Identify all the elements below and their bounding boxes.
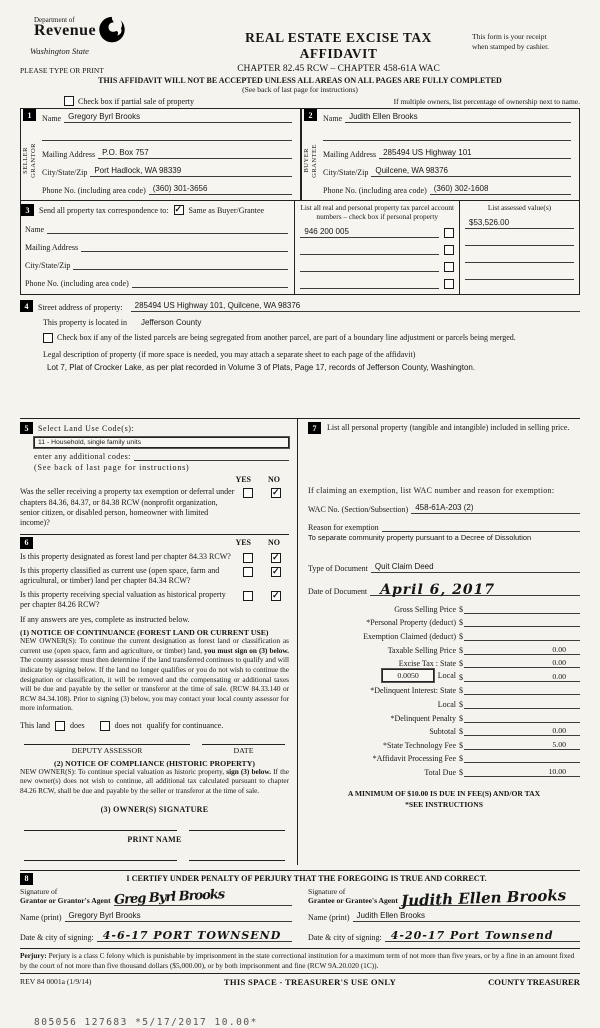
delinquent-interest-state-field[interactable] <box>464 685 580 695</box>
grantor-signature-block: Signature of Grantor or Grantor's Agent Greg Byrl Brooks Name (print) Gregory Byrl Brooks Date & city of signing: 4-6-17 PORT TOWNSEND <box>20 887 292 943</box>
tax-correspondence-box: 3 Send all property tax correspondence to: ✓ Same as Buyer/Grantee Name Mailing Address City/State/Zip Phone No. (including area code) List all real and personal property tax parcel account numbers – check box if personal property 946 200 005 List assessed value(s) $53,526.00 <box>20 201 580 295</box>
delinquent-interest-local-field[interactable] <box>464 699 580 709</box>
please-type-label: PLEASE TYPE OR PRINT <box>20 66 104 75</box>
total-due-field[interactable]: 10.00 <box>464 767 580 777</box>
seller-role-label: SELLER <box>22 147 30 174</box>
q5-no-checkbox[interactable] <box>271 488 281 498</box>
form-rev-number: REV 84 0001a (1/9/14) <box>20 976 92 986</box>
grantor-role-label: GRANTOR <box>29 143 37 178</box>
grantee-date-city-field[interactable]: 4-20-17 Port Townsend <box>385 928 580 942</box>
partial-sale-checkbox[interactable] <box>64 96 74 106</box>
claiming-exemption-label: If claiming an exemption, list WAC number and reason for exemption: <box>308 486 555 496</box>
question-current-use: Is this property classified as current use (open space, farm and agricultural, or timber) land per chapter 84.34 RCW? <box>20 565 220 586</box>
question-historical: Is this property receiving special valuation as historical property per chapter 84.26 RCW? <box>20 589 226 609</box>
grantor-print-name-field[interactable]: Gregory Byrl Brooks <box>65 911 292 922</box>
seller-phone-field[interactable]: (360) 301-3656 <box>149 184 292 195</box>
assessed-value-field-3[interactable] <box>465 252 574 263</box>
land-use-code-select[interactable]: 11 - Household, single family units <box>34 437 289 448</box>
parcel-numbers-header: List all real and personal property tax parcel account numbers – check box if personal property <box>300 203 454 222</box>
same-as-buyer-label: Same as Buyer/Grantee <box>188 205 265 215</box>
land-does-checkbox[interactable] <box>55 721 65 731</box>
additional-codes-field[interactable] <box>134 450 289 461</box>
question-forest-land: Is this property designated as forest land per chapter 84.33 RCW? <box>20 551 231 561</box>
property-address-section: 4 Street address of property: 285494 US Highway 101, Quilcene, WA 98376 This property is located in Jefferson County Check box if any of the listed parcels are being segregated from another parcel, are part of a boundary line adjustment or parcels being merged. Legal description of property (if more space is needed, you may attach a separate sheet to each page of the affidavit) Lot 7, Plat of Crocker Lake, as per plat recorded in Volume 3 of Plats, Page 17, records of Jefferson County, Washington. <box>20 295 580 418</box>
question-tax-exemption: Was the seller receiving a property tax exemption or deferral under chapters 84.36, 84.37, or 84.38 RCW (nonprofit organization, senior citizen, or disabled person, homeowner with limited income)? <box>20 487 235 528</box>
see-back-note: (See back of last page for instructions) <box>242 85 358 94</box>
chapter-subtitle: CHAPTER 82.45 RCW – CHAPTER 458-61A WAC <box>237 64 440 74</box>
grantee-signature: Judith Ellen Brooks <box>400 886 567 911</box>
subtotal-field[interactable]: 0.00 <box>464 726 580 736</box>
q6b-yes-checkbox[interactable] <box>243 567 253 577</box>
gross-selling-price-field[interactable] <box>464 604 580 614</box>
county-value: Jefferson County <box>140 318 202 328</box>
receipt-note: This form is your receipt when stamped by cashier. <box>472 32 550 52</box>
seller-name2-field[interactable] <box>42 130 292 141</box>
delinquent-penalty-field[interactable] <box>464 713 580 723</box>
grantee-signature-field[interactable] <box>400 886 580 911</box>
multiple-owners-note: If multiple owners, list percentage of ownership next to name. <box>393 96 580 106</box>
personal-property-checkbox-4[interactable] <box>444 279 454 289</box>
grantor-signature: Greg Byrl Brooks <box>113 887 225 909</box>
send-correspondence-label: Send all property tax correspondence to: <box>39 205 169 215</box>
buyer-address-field[interactable]: 285494 US Highway 101 <box>379 148 571 159</box>
owner-print-line-2[interactable] <box>189 860 285 861</box>
parcel-field-2[interactable] <box>300 244 439 255</box>
taxable-selling-price-field[interactable]: 0.00 <box>464 645 580 655</box>
document-type-field[interactable]: Quit Claim Deed <box>371 562 580 573</box>
assessed-value-field-1[interactable]: $53,526.00 <box>465 218 574 229</box>
assessed-value-header: List assessed value(s) <box>487 203 552 212</box>
owners-signature-label: (3) OWNER(S) SIGNATURE <box>100 804 209 814</box>
notice-compliance-body: NEW OWNER(S): To continue special valuation as historic property, sign (3) below. If the new owner(s) does not wish to continue, all additional tax calculated pursuant to chapter 84.26 RCW, shall be due and payable by the seller or transferor at the time of sale. <box>20 767 289 795</box>
washington-state-label: Washington State <box>30 46 89 56</box>
notice-continuance-body: NEW OWNER(S): To continue the current designation as forest land or classification as current use (open space, farm and agriculture, or timber) land, you must sign on (3) below. The county assessor must then determine if the land transferred continues to qualify and will indicate by signing below. If the land no longer qualifies or you do not wish to continue the designation or classification, it will be removed and the compensating or additional taxes will be due and payable by the seller or transferor at the time of sale. (RCW 84.33.140 or RCW 84.34.108). Prior to signing (3) below, you may contact your local county assessor for more information. <box>20 637 289 713</box>
parcel-field-1[interactable]: 946 200 005 <box>300 227 439 238</box>
same-as-buyer-checkbox[interactable] <box>174 205 184 215</box>
section-3-number: 3 <box>21 204 34 216</box>
section-8-number: 8 <box>20 873 33 885</box>
correspondence-city-field[interactable] <box>73 259 288 270</box>
personal-property-label: List all personal property (tangible and intangible) included in selling price. <box>327 423 570 433</box>
seller-address-field[interactable]: P.O. Box 757 <box>98 148 292 159</box>
form-footer <box>20 973 580 987</box>
buyer-city-field[interactable]: Quilcene, WA 98376 <box>371 166 571 177</box>
treasurer-space-label: THIS SPACE - TREASURER'S USE ONLY <box>223 976 397 987</box>
dor-logo <box>20 16 205 75</box>
land-use-column: 5 Select Land Use Code(s): 11 - Household, single family units enter any additional codes: (See back of last page for instructions) YES NO Was the seller receiving a property tax exemption or deferral under chapters 84.36, 84.37, or 84.38 RCW (nonprofit organization, senior citizen, or disabled person, homeowner with limited income)? ✓ 6 YES NO Is this property designated as forest land per chapter 84.33 RCW? ✓ Is this property classified as current use (open space, farm and agricultural, or timber) land per chapter 84.34 RCW? ✓ Is this property receiving special valuation as historical property per chapter 84.26 RCW? ✓ If any answers are yes, complete as instructed below. (1) NOTICE OF CONTINUANCE (FOREST LAND OR CURRENT USE) NEW OWNER(S): To continue the current designation as forest land or classification as current use (open space, farm and agriculture, or timber) land, you must sign on (3) below. The county assessor must then determine if the land transferred continues to qualify and will indicate by signing below. If the land no longer qualifies or you do not wish to continue the designation or classification, it will be removed and the compensating or additional taxes will be due and payable by the seller or transferor at the time of sale. (RCW 84.33.140 or RCW 84.34.108). Prior to signing (3) below, you may contact your local county assessor for more information. This land does does not qualify for continuance. DEPUTY ASSESSOR DATE (2) NOTICE OF COMPLIANCE (HISTORIC PROPERTY) NEW OWNER(S): To continue special valuation as historic property, sign (3) below. If the new owner(s) does not wish to continue, all additional tax calculated pursuant to chapter 84.26 RCW, shall be due and payable by the seller or transferor at the time of sale. (3) OWNER(S) SIGNATURE PRINT NAME <box>20 419 298 864</box>
perjury-notice: Perjury: Perjury is a class C felony which is punishable by imprisonment in the state correctional institution for a maximum term of not more than five years, or by a fine in an amount fixed by the court of not more than five thousand dollars ($5,000.00), or by both imprisonment and fine (RCW 9A.20.020 (1C)). <box>20 948 580 971</box>
parcel-field-4[interactable] <box>300 278 439 289</box>
q5-yes-checkbox[interactable] <box>243 488 253 498</box>
grantor-signature-field[interactable] <box>113 887 292 909</box>
buyer-section: 2 BUYER GRANTEE Name Judith Ellen Brooks Mailing Address 285494 US Highway 101 City/State/Zip Quilcene, WA 98376 Phone No. (including area code) (360) 302-1608 <box>300 109 579 200</box>
buyer-phone-field[interactable]: (360) 302-1608 <box>430 184 571 195</box>
deputy-assessor-signature-line[interactable] <box>24 744 190 745</box>
revenue-label: Revenue <box>34 22 97 39</box>
minimum-due-note: A MINIMUM OF $10.00 IS DUE IN FEE(S) AND/OR TAX *SEE INSTRUCTIONS <box>347 788 541 809</box>
date-label: DATE <box>233 745 254 755</box>
q6b-no-checkbox[interactable] <box>271 567 281 577</box>
grantor-date-city-field[interactable]: 4-6-17 PORT TOWNSEND <box>97 928 292 942</box>
parcel-field-3[interactable] <box>300 261 439 272</box>
fee-table: Gross Selling Price $ *Personal Property (deduct) $ Exemption Claimed (deduct) $ Taxable Selling Price $ 0.00 Excise Tax : State $ 0.00 0.0050 Local $ 0.00 *Delinquent Interest: State $ Local $ *Delinquent Penalty $ Subtotal $ 0.00 *State Technology Fee $ 5.00 *Affidavit Processing Fee $ Total Due $ 10.00 <box>308 600 580 777</box>
county-treasurer-label: COUNTY TREASURER <box>488 976 580 987</box>
section-4-number: 4 <box>20 300 33 312</box>
personal-property-deduct-field[interactable] <box>464 617 580 627</box>
if-any-yes-note: If any answers are yes, complete as instructed below. <box>20 615 190 625</box>
seller-city-field[interactable]: Port Hadlock, WA 98339 <box>90 166 292 177</box>
legal-description-label: Legal description of property (if more space is needed, you may attach a separate sheet to each page of the affidavit) <box>43 350 416 360</box>
correspondence-address-field[interactable] <box>81 241 288 252</box>
personal-property-checkbox-1[interactable] <box>444 228 454 238</box>
deputy-date-line[interactable] <box>202 744 285 745</box>
q6a-no-checkbox[interactable] <box>271 553 281 563</box>
seller-buyer-box <box>20 108 580 201</box>
seller-section: 1 SELLER GRANTOR Name Gregory Byrl Brooks Mailing Address P.O. Box 757 City/State/Zip Port Hadlock, WA 98339 Phone No. (including area code) (360) 301-3656 <box>21 109 300 200</box>
q6a-yes-checkbox[interactable] <box>243 553 253 563</box>
dept-of-label: Department of <box>34 16 75 24</box>
owner-signature-line-2[interactable] <box>189 830 285 831</box>
grantee-print-name-field[interactable]: Judith Ellen Brooks <box>353 911 580 922</box>
document-date-field[interactable]: April 6, 2017 <box>370 579 580 596</box>
cashier-stamp: 805056 127683 *5/17/2017 10.00* <box>34 1016 258 1028</box>
section-1-number: 1 <box>23 109 36 121</box>
affidavit-processing-fee-field[interactable] <box>464 753 580 763</box>
section-2-number: 2 <box>304 109 317 121</box>
personal-property-checkbox-2[interactable] <box>444 245 454 255</box>
q6c-no-checkbox[interactable] <box>271 591 281 601</box>
buyer-name-field[interactable]: Judith Ellen Brooks <box>345 112 571 123</box>
located-in-label: This property is located in <box>43 318 127 328</box>
owner-signature-line-1[interactable] <box>24 830 177 831</box>
street-address-field[interactable]: 285494 US Highway 101, Quilcene, WA 98376 <box>131 301 580 312</box>
local-rate-box: 0.0050 <box>382 669 433 682</box>
excise-tax-local-field[interactable]: 0.00 <box>464 672 580 682</box>
segregated-label: Check box if any of the listed parcels are being segregated from another parcel, are part of a boundary line adjustment or parcels being merged. <box>57 333 516 343</box>
owner-print-line-1[interactable] <box>24 860 177 861</box>
certify-statement: I CERTIFY UNDER PENALTY OF PERJURY THAT THE FOREGOING IS TRUE AND CORRECT. <box>126 874 487 884</box>
deputy-assessor-label: DEPUTY ASSESSOR <box>71 745 143 755</box>
grantee-signature-block: Signature of Grantee or Grantee's Agent Judith Ellen Brooks Name (print) Judith Ellen Brooks Date & city of signing: 4-20-17 Port Townsend <box>308 887 580 943</box>
section-6-number: 6 <box>20 537 33 549</box>
exemption-claimed-field[interactable] <box>464 631 580 641</box>
assessed-value-field-2[interactable] <box>465 235 574 246</box>
notice-continuance-title: (1) NOTICE OF CONTINUANCE (FOREST LAND OR CURRENT USE) <box>20 628 269 638</box>
grantee-role-label: GRANTEE <box>310 143 318 178</box>
section-5-number: 5 <box>20 422 33 434</box>
segregated-checkbox[interactable] <box>43 333 53 343</box>
see-back-note-2: (See back of last page for instructions) <box>34 463 190 473</box>
certification-section <box>20 870 580 943</box>
correspondence-name-field[interactable] <box>47 223 288 234</box>
completion-notice: THIS AFFIDAVIT WILL NOT BE ACCEPTED UNLESS ALL AREAS ON ALL PAGES ARE FULLY COMPLETED <box>98 76 502 85</box>
land-does-not-checkbox[interactable] <box>100 721 110 731</box>
wac-number-field[interactable]: 458-61A-203 (2) <box>411 503 580 514</box>
q6c-yes-checkbox[interactable] <box>243 591 253 601</box>
reason-exemption-value: To separate community property pursuant to a Decree of Dissolution <box>308 533 532 543</box>
seller-name-field[interactable]: Gregory Byrl Brooks <box>64 112 292 123</box>
partial-sale-label: Check box if partial sale of property <box>78 96 194 106</box>
reason-exemption-field[interactable] <box>382 521 580 532</box>
personal-property-checkbox-3[interactable] <box>444 262 454 272</box>
buyer-role-label: BUYER <box>303 148 311 173</box>
notice-compliance-title: (2) NOTICE OF COMPLIANCE (HISTORIC PROPERTY) <box>54 758 255 768</box>
correspondence-phone-field[interactable] <box>132 277 289 288</box>
print-name-label: PRINT NAME <box>127 834 182 844</box>
land-use-title: Select Land Use Code(s): <box>38 423 135 433</box>
excise-tax-state-field[interactable]: 0.00 <box>464 658 580 668</box>
assessed-value-field-4[interactable] <box>465 269 574 280</box>
tax-computation-column: 7 List all personal property (tangible and intangible) included in selling price. If claiming an exemption, list WAC number and reason for exemption: WAC No. (Section/Subsection) 458-61A-203 (2) Reason for exemption To separate community property pursuant to a Decree of Dissolution Type of Document Quit Claim Deed Date of Document April 6, 2017 Gross Selling Price $ *Personal Property (deduct) $ Exemption Claimed (deduct) $ Taxable Selling Price $ 0.00 Excise Tax : State $ 0.00 0.0050 Local $ 0.00 *Delinquent Interest: State $ Local $ *Delinquent Penalty $ Subtotal $ 0.00 *State Technology Fee $ 5.00 *Affidavit Processing Fee $ Total Due $ 10.00 A MINIMUM OF $10.00 IS DUE IN FEE(S) AND/OR TAX *SEE INSTRUCTIONS <box>298 419 580 864</box>
buyer-name2-field[interactable] <box>323 130 571 141</box>
dor-swirl-icon <box>98 16 126 46</box>
legal-description-value: Lot 7, Plat of Crocker Lake, as per plat recorded in Volume 3 of Plats, Page 17, records of Jefferson County, Washington. <box>47 363 476 373</box>
page-title: REAL ESTATE EXCISE TAX AFFIDAVIT <box>245 30 432 61</box>
section-7-number: 7 <box>308 422 321 434</box>
state-technology-fee-field[interactable]: 5.00 <box>464 740 580 750</box>
form-header <box>20 16 580 75</box>
